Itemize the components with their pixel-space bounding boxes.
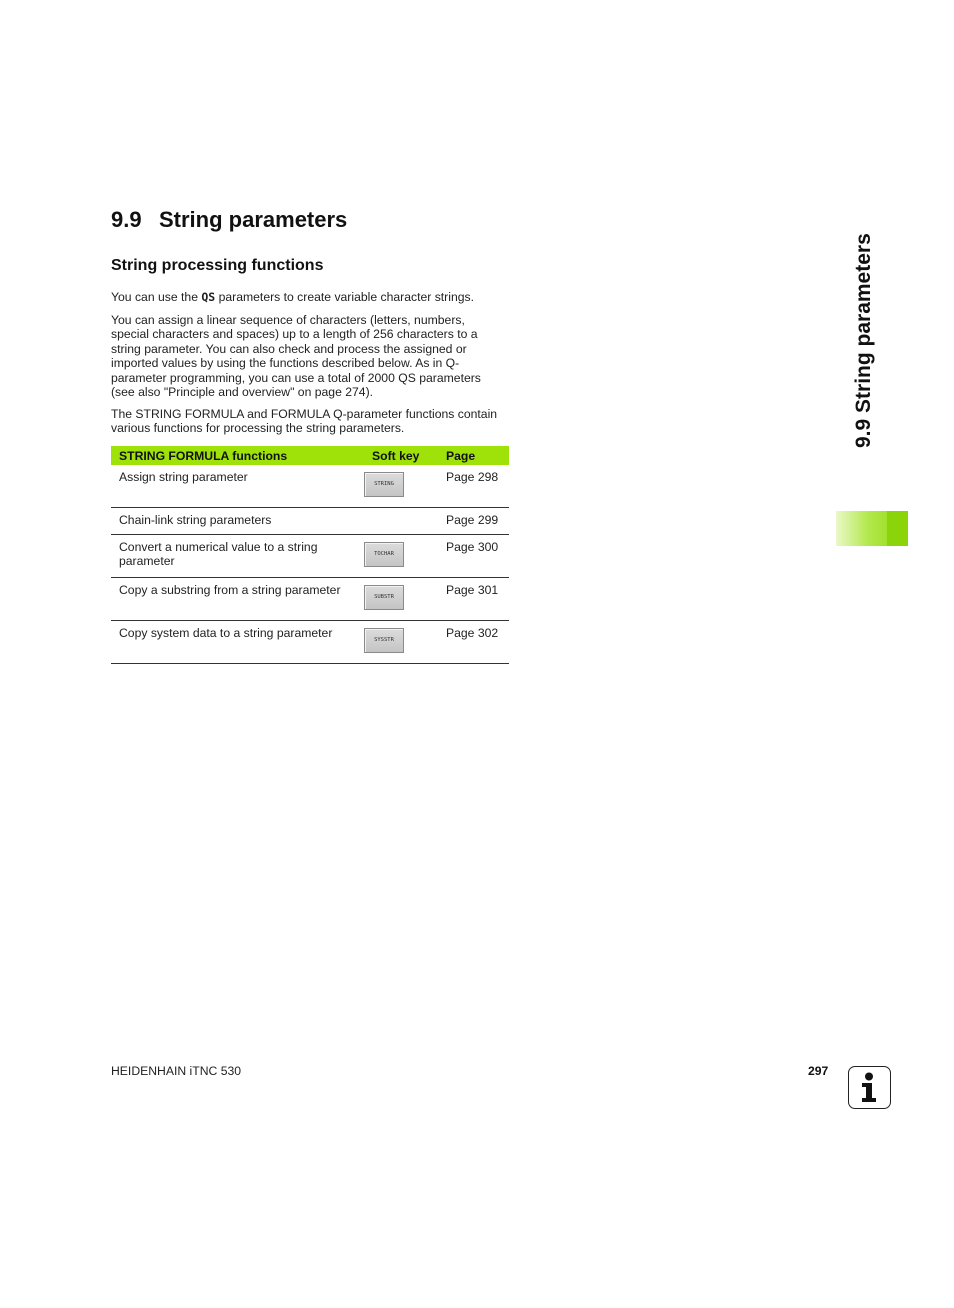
table-row xyxy=(111,621,509,664)
page-title xyxy=(111,207,347,233)
page-cell: Page 302 xyxy=(438,621,509,664)
footer-product: HEIDENHAIN iTNC 530 xyxy=(111,1064,242,1078)
footer-page-number: 297 xyxy=(808,1064,829,1078)
table-row xyxy=(111,465,509,508)
header-softkey: Soft key xyxy=(372,448,420,463)
substr-softkey[interactable]: SUBSTR xyxy=(364,585,404,610)
intro-text-end: parameters to create variable character strings. xyxy=(215,290,474,304)
page-cell: Page 300 xyxy=(438,535,509,578)
function-cell: Chain-link string parameters xyxy=(111,508,364,535)
function-cell: Copy a substring from a string parameter xyxy=(111,578,364,621)
softkey-cell xyxy=(364,578,438,621)
softkey-cell xyxy=(364,621,438,664)
softkey-cell-empty xyxy=(364,508,438,535)
info-icon xyxy=(848,1066,891,1109)
sysstr-softkey[interactable]: SYSSTR xyxy=(364,628,404,653)
chapter-tab-notch xyxy=(887,511,908,546)
softkey-cell xyxy=(364,535,438,578)
header-function: STRING FORMULA functions xyxy=(119,448,288,463)
string-softkey[interactable]: STRING xyxy=(364,472,404,497)
page-cell: Page 298 xyxy=(438,465,509,508)
qs-code: QS xyxy=(201,290,216,304)
description-paragraph: You can assign a linear sequence of characters (letters, numbers, special characters and spaces) up to a length of 256 characters to a string parameter. You can also check and process the assigned or imported values by using the functions described below. As in Q-parameter programming, you can use a total of 2000 QS parameters (see also "Principle and overview" on page 274). xyxy=(111,313,481,400)
string-functions-table xyxy=(111,446,509,664)
header-page: Page xyxy=(446,448,476,463)
function-cell: Assign string parameter xyxy=(111,465,364,508)
function-cell: Convert a numerical value to a string parameter xyxy=(111,535,364,578)
functions-paragraph: The STRING FORMULA and FORMULA Q-parameter functions contain various functions for processing the string parameters. xyxy=(111,407,498,436)
side-tab-label: 9.9 String parameters xyxy=(852,233,875,448)
function-cell: Copy system data to a string parameter xyxy=(111,621,364,664)
section-number: 9.9 xyxy=(111,207,142,232)
table-row xyxy=(111,535,509,578)
page-cell: Page 299 xyxy=(438,508,509,535)
table-row xyxy=(111,578,509,621)
chapter-tab-marker xyxy=(836,511,908,546)
info-icon-glyph xyxy=(849,1067,889,1107)
table-header-row xyxy=(111,446,509,465)
tochar-softkey[interactable]: TOCHAR xyxy=(364,542,404,567)
subsection-title: String processing functions xyxy=(111,257,324,274)
intro-paragraph xyxy=(111,290,506,304)
softkey-cell xyxy=(364,465,438,508)
section-title: String parameters xyxy=(159,207,348,232)
table-row xyxy=(111,508,509,535)
intro-text-start: You can use the xyxy=(111,290,202,304)
page-cell: Page 301 xyxy=(438,578,509,621)
